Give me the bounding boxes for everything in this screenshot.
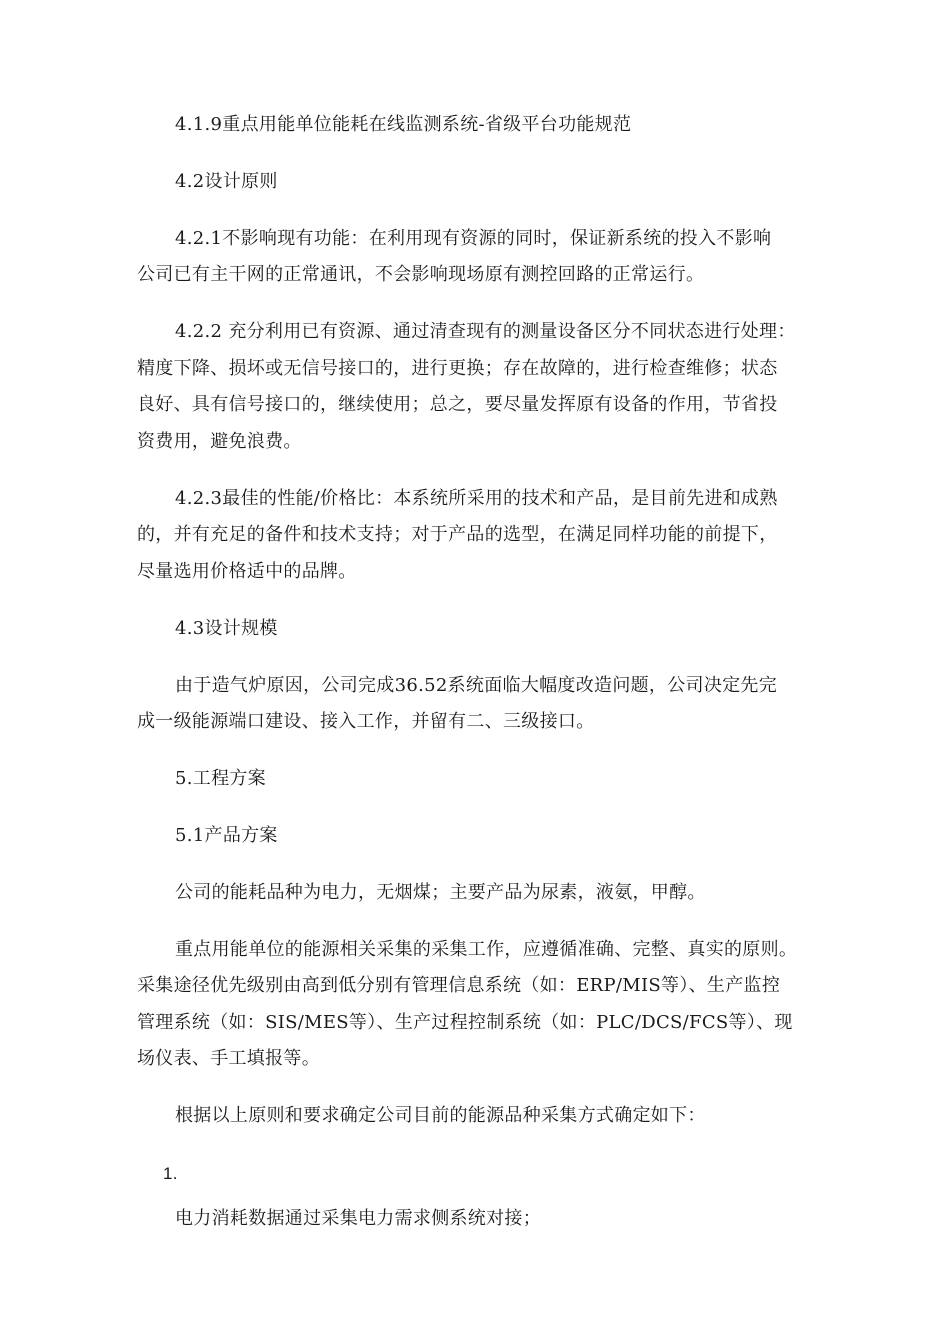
section-4-2-2-line-2: 精度下降、损坏或无信号接口的，进行更换；存在故障的，进行检查维修；状态	[137, 358, 778, 379]
section-4-3-heading: 4.3设计规模	[175, 618, 278, 639]
collection-line-3: 管理系统（如：SIS/MES等）、生产过程控制系统（如：PLC/DCS/FCS等）、现	[137, 1012, 793, 1033]
collection-line-1: 重点用能单位的能源相关采集的采集工作，应遵循准确、完整、真实的原则。	[175, 939, 798, 960]
collection-line-4: 场仪表、手工填报等。	[137, 1048, 320, 1069]
list-item-1: 电力消耗数据通过采集电力需求侧系统对接；	[175, 1208, 541, 1229]
collection-line-2: 采集途径优先级别由高到低分别有管理信息系统（如：ERP/MIS等）、生产监控	[137, 975, 781, 996]
products-paragraph: 公司的能耗品种为电力，无烟煤；主要产品为尿素，液氨，甲醇。	[175, 882, 706, 903]
section-5-1-heading: 5.1产品方案	[175, 825, 278, 846]
section-4-2-2-line-4: 资费用，避免浪费。	[137, 431, 302, 452]
section-4-2-1-line-1: 4.2.1不影响现有功能：在利用现有资源的同时，保证新系统的投入不影响	[175, 228, 772, 249]
section-4-2-2-line-3: 良好、具有信号接口的，继续使用；总之，要尽量发挥原有设备的作用，节省投	[137, 394, 778, 415]
method-intro: 根据以上原则和要求确定公司目前的能源品种采集方式确定如下：	[175, 1105, 706, 1126]
section-4-2-2-line-1: 4.2.2 充分利用已有资源、通过清查现有的测量设备区分不同状态进行处理：	[175, 321, 796, 342]
section-4-2-heading: 4.2设计原则	[175, 171, 278, 192]
section-4-1-9-heading: 4.1.9重点用能单位能耗在线监测系统-省级平台功能规范	[175, 114, 632, 135]
section-4-2-1-line-2: 公司已有主干网的正常通讯，不会影响现场原有测控回路的正常运行。	[137, 264, 705, 285]
design-scale-line-2: 成一级能源端口建设、接入工作，并留有二、三级接口。	[137, 711, 595, 732]
section-5-heading: 5.工程方案	[175, 768, 266, 789]
section-4-2-3-line-1: 4.2.3最佳的性能/价格比：本系统所采用的技术和产品，是目前先进和成熟	[175, 488, 778, 509]
section-4-2-3-line-3: 尽量选用价格适中的品牌。	[137, 561, 357, 582]
section-4-2-3-line-2: 的，并有充足的备件和技术支持；对于产品的选型，在满足同样功能的前提下，	[137, 524, 778, 545]
list-number-marker: 1.	[163, 1164, 178, 1183]
design-scale-line-1: 由于造气炉原因，公司完成36.52系统面临大幅度改造问题，公司决定先完	[175, 675, 778, 696]
